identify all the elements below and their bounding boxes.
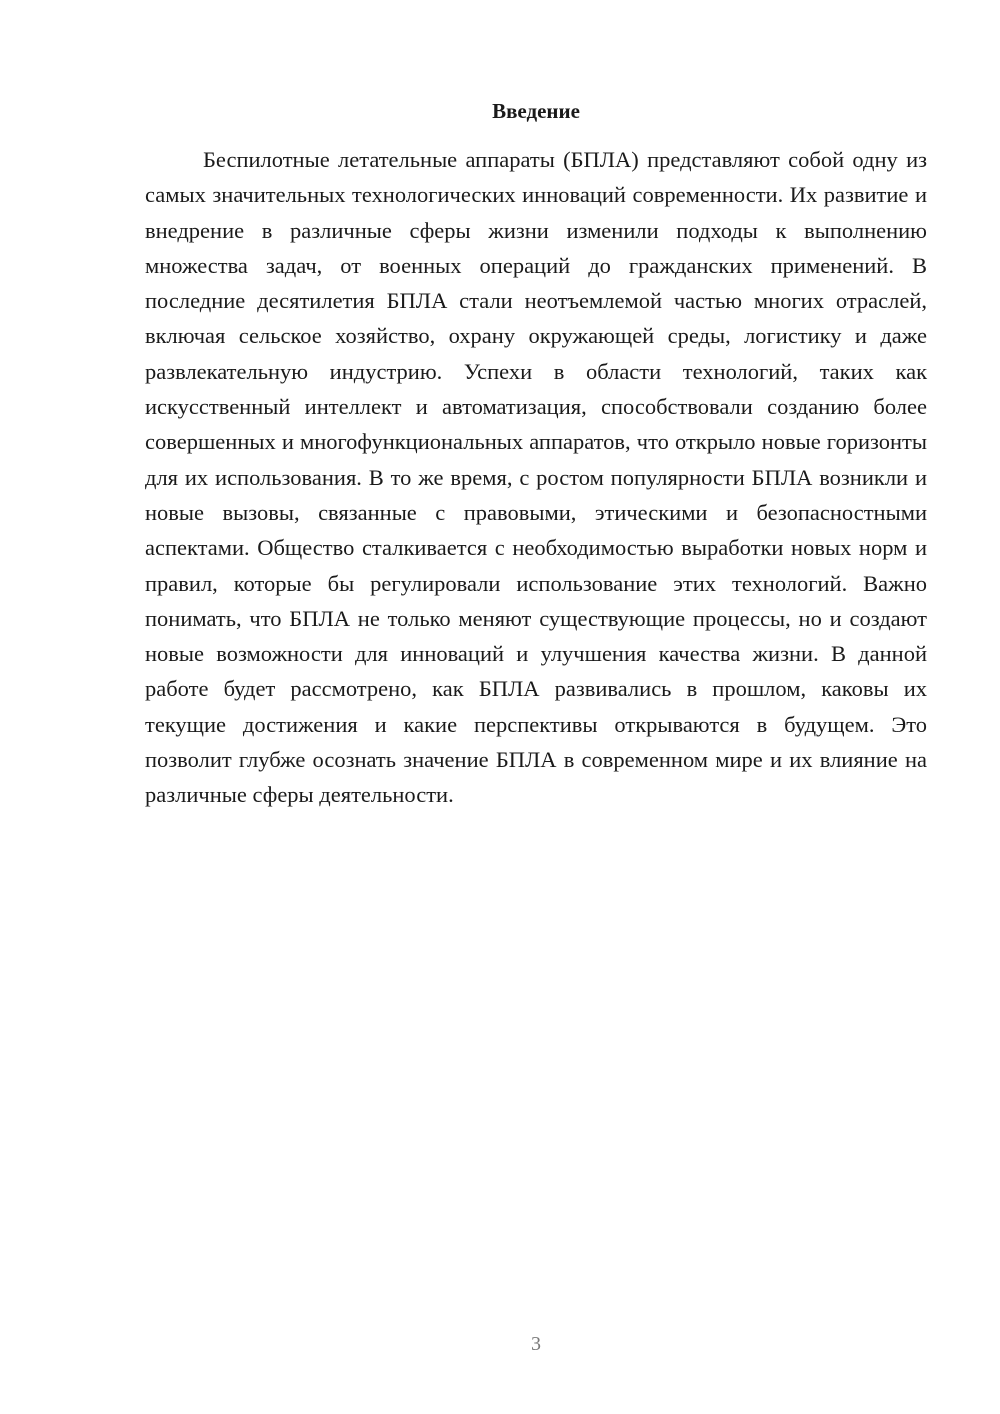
- section-heading: Введение: [492, 99, 580, 123]
- body-paragraph: Беспилотные летательные аппараты (БПЛА) представляют собой одну из самых значительных технологических инноваций современности. Их развитие и внедрение в различные сферы жизни изменили подходы к выполнению множества задач, от военных операций до гражданских применений. В последние десятилетия БПЛА стали неотъемлемой частью многих отраслей, включая сельское хозяйство, охрану окружающей среды, логистику и даже развлекательную индустрию. Успехи в области технологий, таких как искусственный интеллект и автоматизация, способствовали созданию более совершенных и многофункциональных аппаратов, что открыло новые горизонты для их использования. В то же время, с ростом популярности БПЛА возникли и новые вызовы, связанные с правовыми, этическими и безопасностными аспектами. Общество сталкивается с необходимостью выработки новых норм и правил, которые бы регулировали использование этих технологий. Важно понимать, что БПЛА не только меняют существующие процессы, но и создают новые возможности для инноваций и улучшения качества жизни. В данной работе будет рассмотрено, как БПЛА развивались в прошлом, каковы их текущие достижения и какие перспективы открываются в будущем. Это позволит глубже осознать значение БПЛА в современном мире и их влияние на различные сферы деятельности.: [145, 147, 927, 808]
- page-number: 3: [531, 1333, 541, 1355]
